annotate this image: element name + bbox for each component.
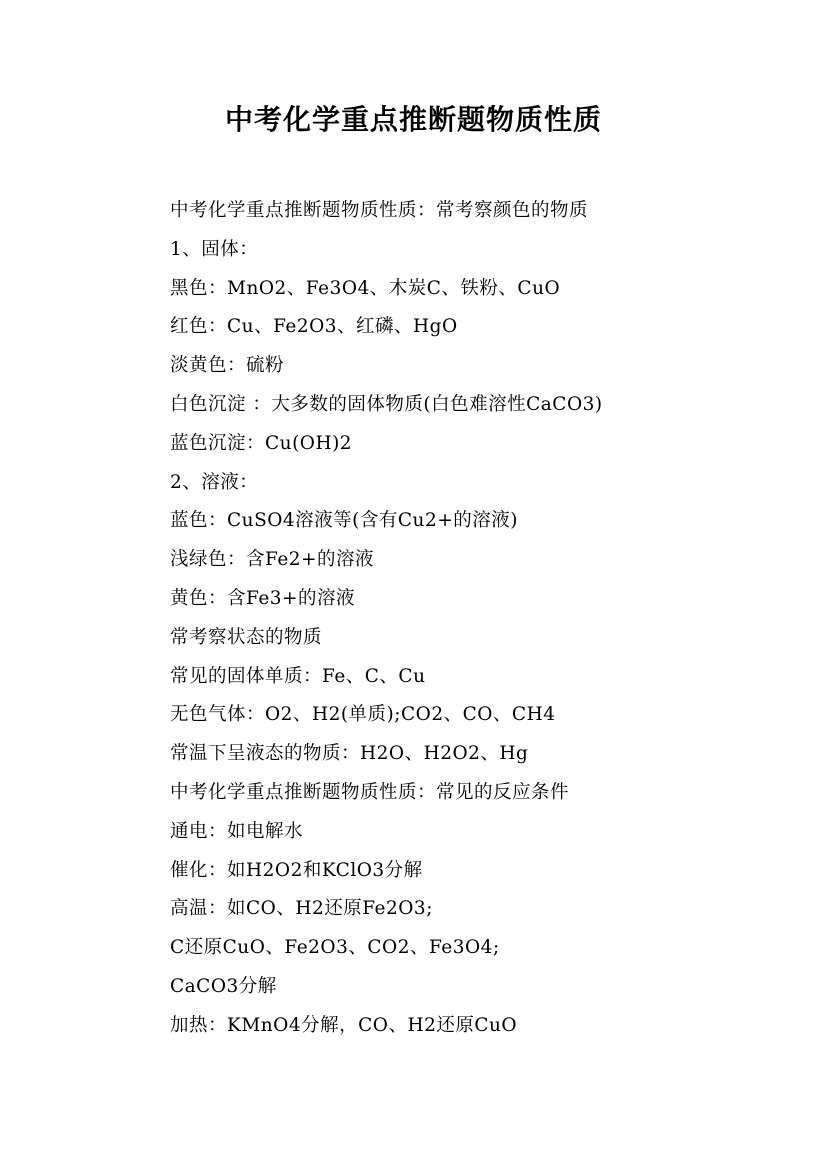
text-line: 通电：如电解水	[170, 820, 304, 842]
text-line: 常温下呈液态的物质：H2O、H2O2、Hg	[170, 743, 529, 765]
text-line: 蓝色沉淀：Cu(OH)2	[170, 432, 353, 454]
text-line: 白色沉淀 ：大多数的固体物质(白色难溶性CaCO3)	[170, 393, 603, 415]
text-line: 高温：如CO、H2还原Fe2O3;	[170, 898, 433, 920]
text-line: 中考化学重点推断题物质性质：常见的反应条件	[170, 781, 570, 803]
text-line: 加热：KMnO4分解，CO、H2还原CuO	[170, 1014, 518, 1036]
text-line: 无色气体：O2、H2(单质);CO2、CO、CH4	[170, 704, 556, 726]
text-line: C还原CuO、Fe2O3、CO2、Fe3O4;	[170, 937, 500, 959]
text-line: 蓝色：CuSO4溶液等(含有Cu2+的溶液)	[170, 510, 518, 532]
text-line: 1、固体：	[170, 238, 259, 260]
text-line: 中考化学重点推断题物质性质：常考察颜色的物质	[170, 200, 589, 221]
document-body	[170, 192, 790, 1046]
document-title: 中考化学重点推断题物质性质	[224, 103, 602, 136]
text-line: 黄色：含Fe3+的溶液	[170, 587, 356, 609]
text-line: 淡黄色：硫粉	[170, 355, 285, 377]
text-line: 2、溶液：	[170, 471, 259, 493]
text-line: 常见的固体单质：Fe、C、Cu	[170, 665, 426, 687]
text-line: 浅绿色：含Fe2+的溶液	[170, 549, 375, 571]
text-line: 催化：如H2O2和KClO3分解	[170, 859, 423, 881]
text-line: CaCO3分解	[170, 975, 277, 997]
text-line: 红色：Cu、Fe2O3、红磷、HgO	[170, 316, 458, 338]
text-line: 黑色：MnO2、Fe3O4、木炭C、铁粉、CuO	[170, 277, 561, 299]
text-line: 常考察状态的物质	[170, 626, 323, 648]
